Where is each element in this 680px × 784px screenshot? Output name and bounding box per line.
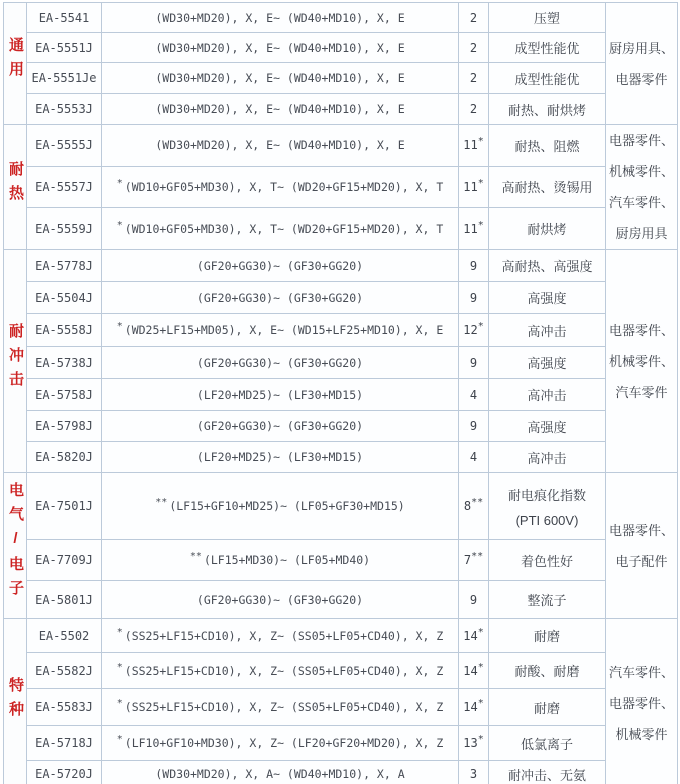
formula-footnote-mark: * [116, 661, 123, 673]
grade-value: 2 [469, 102, 478, 116]
property-cell [489, 347, 606, 379]
table-row [4, 94, 678, 125]
grade-value: 14 [463, 663, 478, 678]
application-line: 机械零件 [615, 726, 668, 742]
grade-cell [459, 442, 489, 473]
model-cell: EA-5583J [27, 689, 102, 726]
grade-value: 11 [463, 138, 478, 153]
model-cell: EA-5758J [27, 379, 102, 411]
grade-cell [459, 166, 489, 208]
formula-footnote-mark: * [116, 734, 123, 746]
formula-text: (WD30+MD20), X, E~ (WD40+MD10), X, E [155, 10, 405, 25]
model-cell: EA-5738J [27, 347, 102, 379]
formula-text: (GF20+GG30)~ (GF30+GG20) [196, 419, 364, 433]
formula-cell [102, 442, 459, 473]
formula-text: (LF15+MD30)~ (LF05+MD40) [203, 553, 371, 567]
property-cell [489, 540, 606, 581]
application-cell [606, 125, 678, 250]
category-cell-electrical [4, 473, 27, 619]
property-text-2: (PTI 600V) [515, 512, 579, 528]
formula-cell [102, 33, 459, 63]
formula-text: (WD25+LF15+MD05), X, E~ (WD15+LF25+MD10), X, E [124, 323, 444, 337]
grade-cell [459, 379, 489, 411]
model-cell: EA-5502 [27, 619, 102, 653]
table-row [4, 411, 678, 442]
table-row [4, 442, 678, 473]
grade-cell [459, 63, 489, 94]
category-cell-impact-resistant [4, 250, 27, 473]
property-text: 高耐热、高强度 [501, 259, 593, 274]
grade-value: 9 [469, 592, 478, 607]
table-row [4, 689, 678, 726]
application-line: 电器零件、 [608, 322, 674, 338]
formula-footnote-mark: * [116, 626, 123, 638]
model-cell: EA-5557J [27, 166, 102, 208]
category-label: 通用 [7, 37, 24, 85]
grade-cell [459, 581, 489, 619]
property-cell [489, 94, 606, 125]
property-cell [489, 125, 606, 167]
formula-footnote-mark: ** [155, 497, 168, 509]
table-row [4, 282, 678, 314]
property-cell [489, 442, 606, 473]
category-label: 电气/电子 [7, 482, 24, 604]
grade-cell [459, 761, 489, 784]
table-row [4, 250, 678, 282]
formula-text: (WD30+MD20), X, E~ (WD40+MD10), X, E [155, 102, 405, 116]
grade-cell [459, 3, 489, 33]
property-text: 成型性能优 [514, 41, 580, 56]
grade-footnote-mark: * [477, 626, 484, 638]
formula-text: (GF20+GG30)~ (GF30+GG20) [196, 258, 364, 273]
grade-footnote-mark: * [477, 177, 484, 189]
model-cell: EA-5551Je [27, 63, 102, 94]
property-cell [489, 208, 606, 250]
property-text: 低氯离子 [520, 736, 573, 752]
table-row [4, 726, 678, 761]
formula-cell [102, 208, 459, 250]
grade-cell [459, 619, 489, 653]
model-cell: EA-5553J [27, 94, 102, 125]
application-line: 厨房用具、 [608, 40, 674, 56]
formula-text: (SS25+LF15+CD10), X, Z~ (SS05+LF05+CD40), X, Z [124, 700, 444, 714]
application-line: 电器零件、 [608, 695, 674, 711]
formula-cell [102, 689, 459, 726]
model-cell: EA-5801J [27, 581, 102, 619]
formula-footnote-mark: ** [189, 551, 202, 563]
property-text: 高强度 [527, 419, 567, 435]
grade-value: 9 [469, 355, 478, 370]
grade-cell [459, 125, 489, 167]
grade-cell [459, 347, 489, 379]
formula-cell [102, 761, 459, 784]
property-text: 高冲击 [527, 323, 567, 339]
application-line: 机械零件、 [608, 164, 674, 179]
property-text: 成型性能优 [514, 71, 580, 87]
formula-cell [102, 473, 459, 540]
property-cell [489, 761, 606, 784]
grade-value: 13 [463, 736, 478, 750]
grade-footnote-mark: * [477, 219, 484, 231]
model-cell: EA-5720J [27, 761, 102, 784]
table-row [4, 761, 678, 784]
formula-text: (LF15+GF10+MD25)~ (LF05+GF30+MD15) [169, 499, 405, 513]
formula-text: (WD30+MD20), X, E~ (WD40+MD10), X, E [155, 71, 405, 85]
model-cell: EA-5559J [27, 208, 102, 250]
grade-cell [459, 653, 489, 689]
material-spec-table [3, 2, 678, 784]
property-text: 耐冲击、无氨 [507, 767, 586, 783]
property-text: 耐热、耐烘烤 [507, 102, 586, 118]
category-label: 耐热 [7, 160, 24, 209]
property-cell [489, 581, 606, 619]
grade-footnote-mark: * [477, 136, 484, 148]
formula-text: (LF10+GF10+MD30), X, Z~ (LF20+GF20+MD20), X, Z [124, 736, 444, 750]
formula-cell [102, 282, 459, 314]
property-cell [489, 314, 606, 347]
property-cell [489, 166, 606, 208]
property-text: 耐烘烤 [527, 222, 567, 238]
property-cell [489, 689, 606, 726]
application-line: 汽车零件、 [608, 664, 674, 680]
formula-cell [102, 619, 459, 653]
table-row [4, 347, 678, 379]
formula-text: (WD30+MD20), X, E~ (WD40+MD10), X, E [155, 138, 405, 153]
property-text: 高冲击 [527, 450, 567, 466]
category-cell-general [4, 3, 27, 125]
grade-cell [459, 208, 489, 250]
formula-cell [102, 726, 459, 761]
grade-value: 11 [463, 179, 478, 194]
property-cell [489, 379, 606, 411]
grade-value: 11 [463, 221, 478, 236]
property-text: 高强度 [527, 356, 567, 371]
grade-cell [459, 33, 489, 63]
application-line: 电器零件 [615, 71, 668, 87]
property-cell [489, 250, 606, 282]
formula-text: (LF20+MD25)~ (LF30+MD15) [196, 387, 364, 402]
property-cell [489, 282, 606, 314]
model-cell: EA-5551J [27, 33, 102, 63]
grade-value: 4 [469, 450, 478, 464]
formula-text: (GF20+GG30)~ (GF30+GG20) [196, 290, 364, 305]
formula-text: (SS25+LF15+CD10), X, Z~ (SS05+LF05+CD40), X, Z [124, 663, 444, 678]
application-line: 厨房用具 [615, 226, 668, 241]
grade-value: 9 [469, 419, 478, 433]
model-cell: EA-5778J [27, 250, 102, 282]
category-label: 耐冲击 [7, 322, 24, 395]
property-text: 耐酸、耐磨 [514, 664, 580, 679]
table-row [4, 379, 678, 411]
formula-cell [102, 3, 459, 33]
grade-cell [459, 473, 489, 540]
grade-value: 4 [469, 387, 478, 402]
grade-value: 12 [463, 323, 478, 337]
formula-text: (GF20+GG30)~ (GF30+GG20) [196, 355, 364, 370]
table-row [4, 166, 678, 208]
property-text: 耐磨 [533, 700, 560, 716]
formula-text: (WD10+GF05+MD30), X, T~ (WD20+GF15+MD20), X, T [124, 221, 444, 236]
grade-value: 3 [469, 767, 478, 782]
property-text: 整流子 [527, 593, 567, 608]
table-row [4, 33, 678, 63]
formula-cell [102, 411, 459, 442]
formula-text: (WD10+GF05+MD30), X, T~ (WD20+GF15+MD20), X, T [124, 179, 444, 194]
model-cell: EA-5555J [27, 125, 102, 167]
formula-footnote-mark: * [116, 219, 123, 231]
table-row [4, 581, 678, 619]
application-line: 汽车零件、 [608, 195, 674, 210]
formula-footnote-mark: * [116, 698, 123, 710]
model-cell: EA-7709J [27, 540, 102, 581]
table-row [4, 314, 678, 347]
grade-footnote-mark: ** [471, 497, 484, 508]
application-cell [606, 473, 678, 619]
property-cell [489, 3, 606, 33]
grade-value: 2 [469, 71, 478, 85]
application-line: 电子配件 [615, 553, 668, 569]
table-row [4, 125, 678, 167]
category-cell-heat-resistant [4, 125, 27, 250]
table-row [4, 63, 678, 94]
grade-value: 14 [463, 700, 478, 714]
table-row [4, 473, 678, 540]
application-cell [606, 250, 678, 473]
property-cell [489, 619, 606, 653]
grade-cell [459, 411, 489, 442]
model-cell: EA-5718J [27, 726, 102, 761]
formula-cell [102, 540, 459, 581]
grade-value: 2 [469, 40, 478, 55]
grade-cell [459, 540, 489, 581]
property-cell [489, 411, 606, 442]
table-row [4, 208, 678, 250]
model-cell: EA-5820J [27, 442, 102, 473]
application-line: 电器零件、 [608, 133, 674, 148]
grade-cell [459, 726, 489, 761]
formula-cell [102, 166, 459, 208]
category-label: 特种 [7, 676, 24, 725]
table-row [4, 619, 678, 653]
model-cell: EA-5504J [27, 282, 102, 314]
property-text: 高耐热、烫锡用 [501, 180, 593, 196]
formula-cell [102, 63, 459, 94]
property-cell [489, 653, 606, 689]
model-cell: EA-5798J [27, 411, 102, 442]
property-text: 高冲击 [527, 388, 567, 403]
formula-text: (WD30+MD20), X, E~ (WD40+MD10), X, E [155, 40, 405, 55]
property-text: 耐磨 [533, 629, 560, 644]
model-cell: EA-7501J [27, 473, 102, 540]
property-cell [489, 63, 606, 94]
property-text: 压塑 [533, 11, 560, 26]
formula-text: (SS25+LF15+CD10), X, Z~ (SS05+LF05+CD40), X, Z [124, 628, 444, 643]
model-cell: EA-5582J [27, 653, 102, 689]
grade-footnote-mark: * [477, 698, 484, 709]
grade-cell [459, 314, 489, 347]
property-cell [489, 33, 606, 63]
formula-cell [102, 314, 459, 347]
model-cell: EA-5558J [27, 314, 102, 347]
table-row [4, 540, 678, 581]
formula-text: (WD30+MD20), X, A~ (WD40+MD10), X, A [155, 767, 405, 782]
formula-cell [102, 653, 459, 689]
category-cell-special [4, 619, 27, 784]
grade-footnote-mark: * [477, 321, 484, 332]
grade-footnote-mark: * [477, 734, 484, 745]
grade-value: 7 [463, 553, 472, 567]
formula-cell [102, 125, 459, 167]
formula-cell [102, 94, 459, 125]
formula-footnote-mark: * [116, 178, 123, 190]
formula-cell [102, 250, 459, 282]
property-cell [489, 473, 606, 540]
grade-value: 9 [469, 258, 478, 273]
property-text: 高强度 [527, 291, 567, 306]
grade-cell [459, 689, 489, 726]
formula-cell [102, 581, 459, 619]
grade-value: 2 [469, 10, 478, 25]
application-line: 电器零件、 [608, 522, 674, 538]
property-cell [489, 726, 606, 761]
grade-cell [459, 282, 489, 314]
grade-footnote-mark: ** [471, 551, 484, 562]
formula-text: (LF20+MD25)~ (LF30+MD15) [196, 450, 364, 464]
grade-value: 9 [469, 290, 478, 305]
table-row [4, 3, 678, 33]
formula-cell [102, 347, 459, 379]
application-cell [606, 619, 678, 784]
application-line: 汽车零件 [615, 384, 668, 400]
property-text: 耐热、阻燃 [514, 138, 580, 154]
property-text: 着色性好 [520, 553, 573, 569]
model-cell: EA-5541 [27, 3, 102, 33]
grade-footnote-mark: * [477, 661, 484, 673]
grade-value: 14 [463, 628, 478, 643]
application-cell [606, 3, 678, 125]
formula-text: (GF20+GG30)~ (GF30+GG20) [196, 592, 364, 607]
grade-cell [459, 250, 489, 282]
table-row [4, 653, 678, 689]
application-line: 机械零件、 [608, 353, 674, 369]
formula-footnote-mark: * [116, 321, 123, 333]
grade-cell [459, 94, 489, 125]
property-text: 耐电痕化指数 [507, 487, 586, 503]
grade-value: 8 [463, 499, 472, 513]
formula-cell [102, 379, 459, 411]
